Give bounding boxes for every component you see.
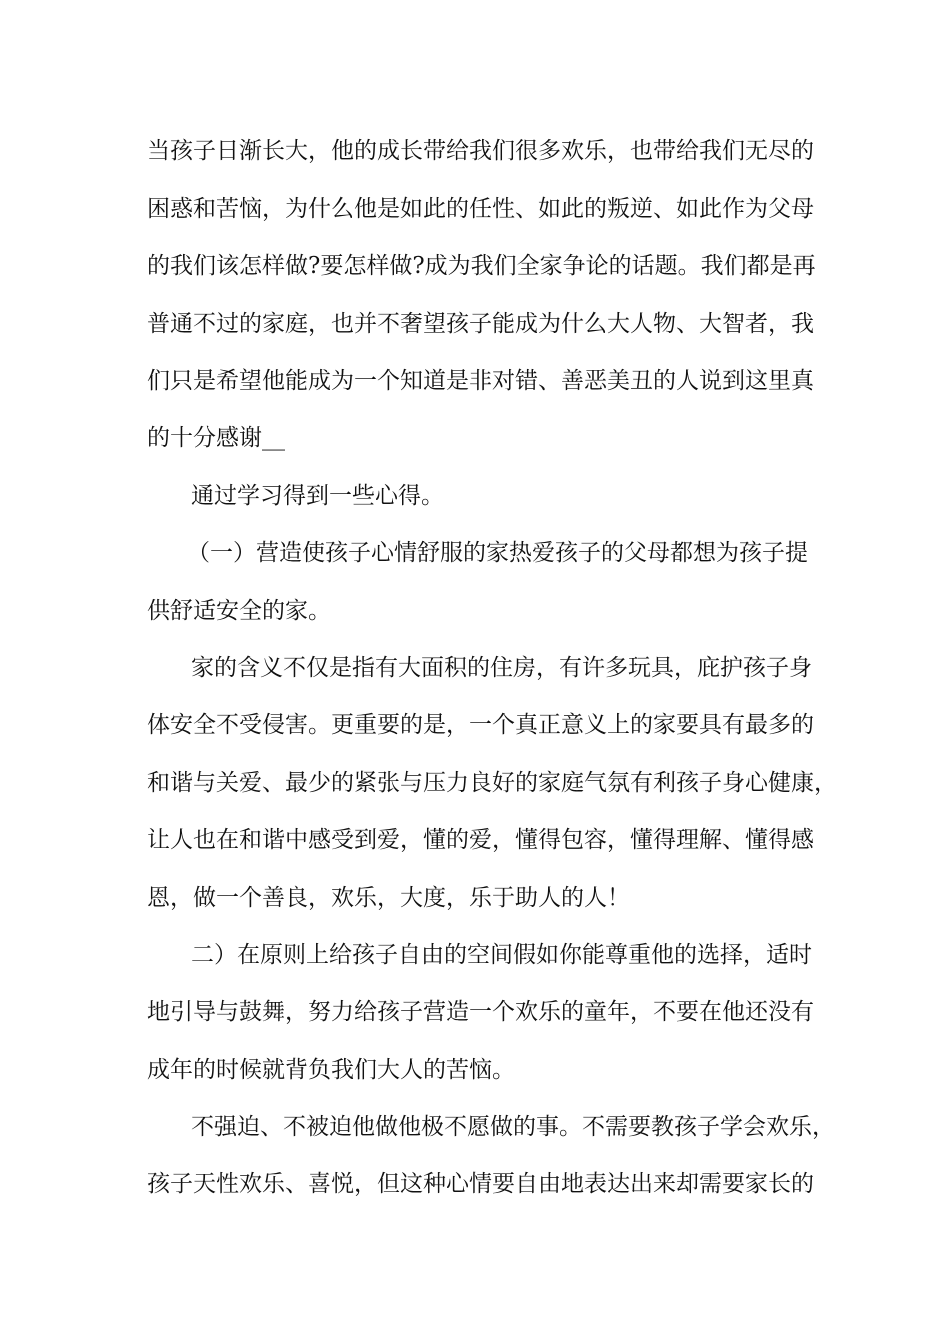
text-line: 家的含义不仅是指有大面积的住房，有许多玩具，庇护孩子身 xyxy=(191,655,812,681)
text-line: 让人也在和谐中感受到爱，懂的爱，懂得包容，懂得理解、懂得感 xyxy=(147,827,814,853)
text-line: 通过学习得到一些心得。 xyxy=(191,483,444,509)
text-line: 的我们该怎样做?要怎样做?成为我们全家争论的话题。我们都是再 xyxy=(147,253,816,279)
text-line: 恩，做一个善良，欢乐，大度，乐于助人的人！ xyxy=(147,885,630,911)
text-line: 二）在原则上给孩子自由的空间假如你能尊重他的选择，适时 xyxy=(191,942,812,968)
text-line: 当孩子日渐长大，他的成长带给我们很多欢乐，也带给我们无尽的 xyxy=(147,138,814,164)
text-line: 不强迫、不被迫他做他极不愿做的事。不需要教孩子学会欢乐， xyxy=(191,1114,835,1140)
text-line: 的十分感谢__ xyxy=(147,425,285,451)
text-line: 和谐与关爱、最少的紧张与压力良好的家庭气氛有利孩子身心健康， xyxy=(147,770,837,796)
text-line: 成年的时候就背负我们大人的苦恼。 xyxy=(147,1057,515,1083)
text-line: 体安全不受侵害。更重要的是，一个真正意义上的家要具有最多的 xyxy=(147,712,814,738)
text-line: （一）营造使孩子心情舒服的家热爱孩子的父母都想为孩子提 xyxy=(187,540,808,566)
text-line: 普通不过的家庭，也并不奢望孩子能成为什么大人物、大智者，我 xyxy=(147,311,814,337)
text-line: 孩子天性欢乐、喜悦，但这种心情要自由地表达出来却需要家长的 xyxy=(147,1171,814,1197)
text-line: 困惑和苦恼，为什么他是如此的任性、如此的叛逆、如此作为父母 xyxy=(147,196,814,222)
text-line: 地引导与鼓舞，努力给孩子营造一个欢乐的童年，不要在他还没有 xyxy=(147,999,814,1025)
text-line: 供舒适安全的家。 xyxy=(147,598,331,624)
text-line: 们只是希望他能成为一个知道是非对错、善恶美丑的人说到这里真 xyxy=(147,368,814,394)
